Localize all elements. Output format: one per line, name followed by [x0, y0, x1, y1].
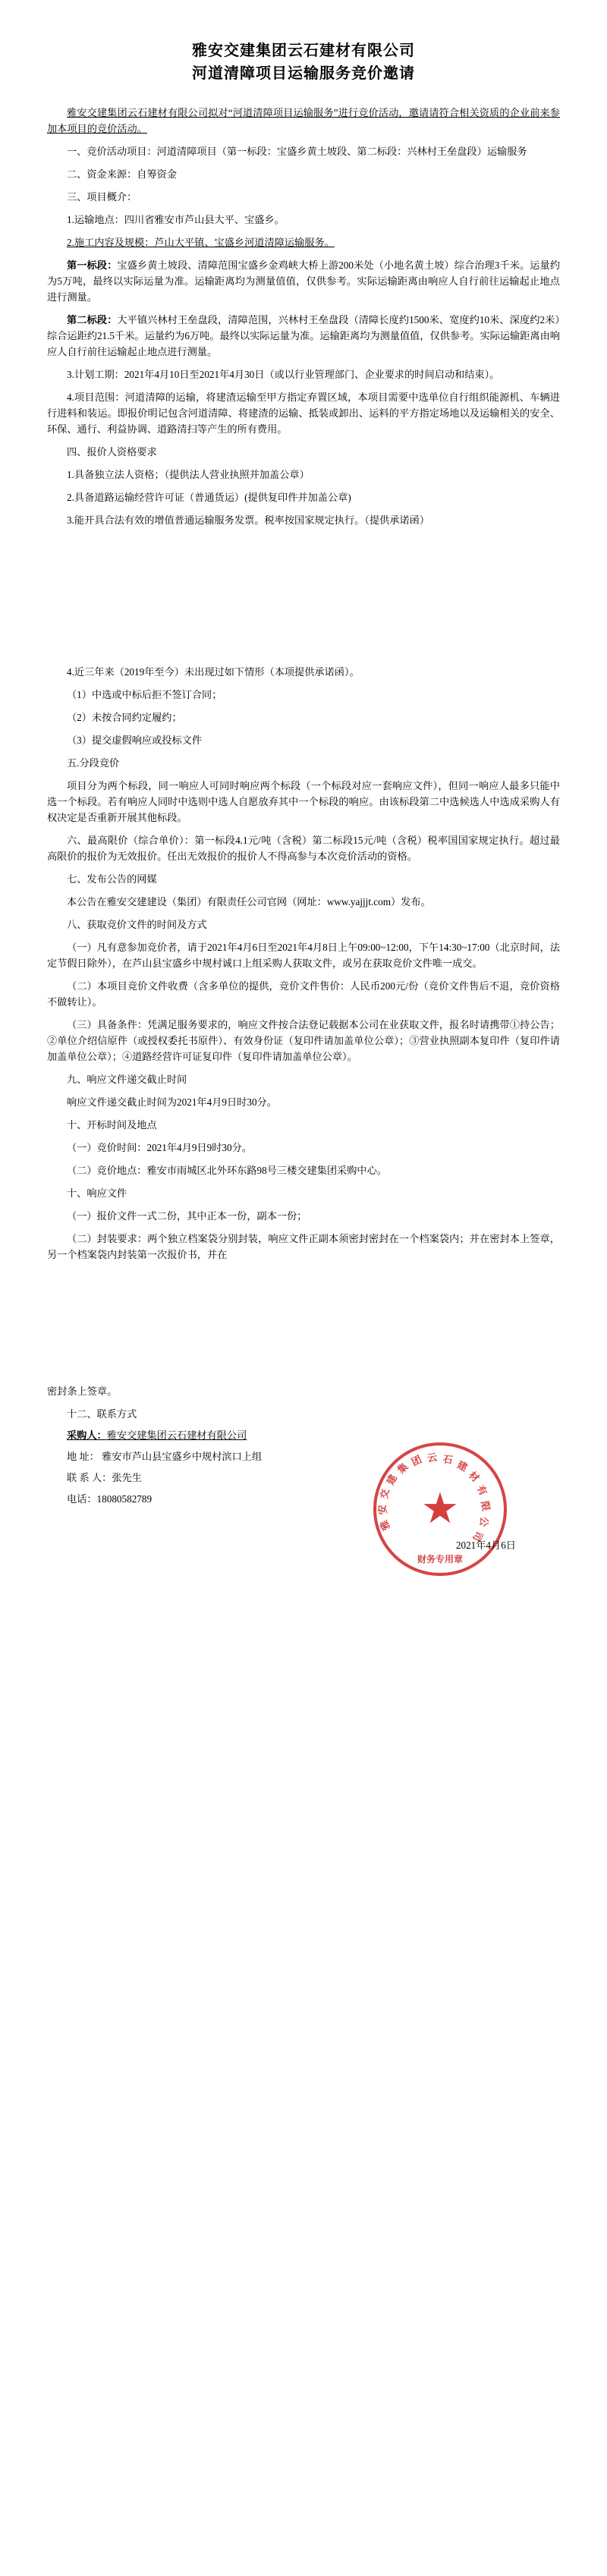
lot-1-label: 第一标段： — [67, 259, 118, 271]
contact-purchaser-label: 采购人： — [67, 1430, 107, 1441]
schedule-paragraph: 3.计划工期：2021年4月10日至2021年4月30日（或以行业管理部门、企业要求的时间启动和结束）。 — [67, 369, 500, 380]
response-doc-item-1: （一）报价文件一式二份，其中正本一份，副本一份； — [67, 1210, 307, 1222]
title-line-2: 河道清障项目运输服务竞价邀请 — [192, 65, 415, 82]
response-doc-item-3: 密封条上签章。 — [47, 1386, 118, 1397]
qualification-item-1 — [47, 467, 560, 483]
contact-section — [47, 1406, 560, 1565]
seal-bottom-text: 财务专用章 — [417, 1554, 463, 1565]
signature-date: 2021年4月6日 — [455, 1540, 516, 1551]
qualification-item-4-sub-1: （1）中选或中标后拒不签订合同； — [67, 689, 222, 700]
contact-purchaser — [47, 1427, 560, 1443]
seal-ring-text: 雅 安 交 建 集 团 云 石 建 材 有 限 公 司 — [376, 1451, 492, 1543]
lot-1-paragraph — [47, 257, 560, 305]
overview-location: 1.运输地点：四川省雅安市芦山县大平、宝盛乡。 — [67, 214, 285, 225]
star-icon: ★ — [420, 1486, 460, 1533]
intro-paragraph: 雅安交建集团云石建材有限公司拟对“河道清障项目运输服务”进行竞价活动，邀请请符合相关资质的企业前来参加本项目的竞价活动。 — [47, 107, 560, 134]
page-title — [47, 39, 560, 85]
lot-2-text: 大平镇兴林村王垒盘段，清障范围，兴林村王垒盘段（清障长度约1500米、宽度约10米、深度约2米）综合运距约21.5千米。运量约为6万吨。最终以实际运量为准。运输距离均为测量值值，仅供参考。实际运输距离由响应人自行前往运输起止地点进行测量。 — [47, 314, 560, 357]
section-price-cap: 六、最高限价（综合单价）：第一标段4.1元/吨（含税）第二标段15元/吨（含税）税率国国家规定执行。超过最高限价的报价为无效报价。任出无效报价的报价人不得高参与本次竞价活动的资格。 — [47, 835, 560, 862]
qualification-item-2: 2.具备道路运输经营许可证（普通货运）(提供复印件并加盖公章) — [67, 492, 351, 503]
opening-time: （一）竞价时间：2021年4月9日9时30分。 — [67, 1142, 252, 1153]
overview-scope: 2.施工内容及规模：芦山大平镇、宝盛乡河道清障运输服务。 — [67, 237, 335, 248]
qualification-item-3: 3.能开具合法有效的增值普通运输服务发票。税率按国家规定执行。（提供承诺函） — [67, 514, 430, 526]
opening-place: （二）竞价地点：雅安市雨城区北外环东路98号三楼交建集团采购中心。 — [67, 1165, 387, 1176]
section-opening-heading: 十、开标时间及地点 — [67, 1119, 157, 1131]
qualification-heading: 四、报价人资格要求 — [67, 446, 157, 458]
qualification-item-1-text: 1.具备独立法人资格；（提供法人营业执照并加盖公章） — [67, 469, 310, 480]
contact-person: 联 系 人：张先生 — [67, 1472, 142, 1483]
project-scope-paragraph: 4.项目范围：河道清障的运输，将建渣运输至甲方指定弃置区域，本项目需要中选单位自行组织能源机、车辆进行进料和装运。即报价明记包含河道清障、将建渣的运输、抵装或卸出、运料的平方指定场地以及运输相关的安全、环保、通行、利益协调、道路清扫等产生的所有费用。 — [47, 392, 560, 435]
document-body — [47, 105, 561, 1565]
section-staged-bidding-text: 项目分为两个标段，同一响应人可同时响应两个标段（一个标段对应一套响应文件），但同一响应人最多只能中选一个标段。若有响应人同时中选则中选人自愿放弃其中一个标段的响应。由该标段第二中选候选人中选成采购人有权决定是否重新开展其他标段。 — [47, 780, 560, 823]
contact-address: 地 址： 雅安市芦山县宝盛乡中规村滨口上组 — [67, 1451, 263, 1462]
contact-phone: 电话：18080582789 — [67, 1493, 153, 1505]
section-announcement-heading: 七、发布公告的网媒 — [67, 873, 157, 885]
title-line-1: 雅安交建集团云石建材有限公司 — [192, 42, 415, 59]
lot-2-label: 第二标段： — [67, 314, 118, 326]
section-funding-source: 二、资金来源：自筹资金 — [67, 168, 178, 180]
section-project-name: 一、竞价活动项目：河道清障项目（第一标段：宝盛乡黄土坡段、第二标段：兴林村王垒盘段）运输服务 — [67, 146, 527, 157]
qualification-item-4-sub-2: （2）未按合同约定履约； — [67, 712, 182, 723]
contact-purchaser-value: 雅安交建集团云石建材有限公司 — [106, 1430, 247, 1441]
section-response-doc-heading: 十、响应文件 — [67, 1187, 127, 1199]
section-announcement-text: 本公告在雅安交建建设（集团）有限责任公司官网（网址：www.yajjjt.com）发布。 — [67, 896, 431, 907]
response-doc-item-2: （二）封装要求：两个独立档案袋分别封装，响应文件正副本须密封密封在一个档案袋内；并在密封本上签章，另一个档案袋内封装第一次报价书，并在 — [47, 1233, 560, 1260]
qualification-item-4-sub-3: （3）提交虚假响应或投标文件 — [67, 734, 203, 746]
qualification-item-4: 4.近三年来（2019年至今）未出现过如下情形（本项提供承诺函）。 — [67, 666, 360, 678]
section-deadline-text: 响应文件递交截止时间为2021年4月9日时30分。 — [67, 1096, 277, 1108]
section-staged-bidding-heading: 五.分段竞价 — [67, 757, 120, 769]
spacer-block-2 — [47, 1269, 560, 1383]
spacer-block-1 — [47, 535, 560, 664]
section-project-overview-heading: 三、项目概介： — [67, 191, 137, 203]
section-contact-heading: 十二、联系方式 — [67, 1408, 137, 1420]
section-doc-access-heading: 八、获取竞价文件的时间及方式 — [67, 919, 207, 930]
doc-access-item-3: （三）具备条件：凭满足服务要求的，响应文件按合法登记载据本公司在业获取文件，报名时请携带①持公告；②单位介绍信原件（或授权委托书原件）、有效身份证（复印件请加盖单位公章）；③营业执照副本复印件（复印件请加盖单位公章）；④道路经营许可证复印件（复印件请加盖单位公章）。 — [47, 1019, 560, 1062]
doc-access-item-1: （一）凡有意参加竞价者，请于2021年4月6日至2021年4月8日上午09:00~12:00，下午14:30~17:00（北京时间，法定节假日除外），在芦山县宝盛乡中规村诚口上组采购人获取文件，或另在获取竞价文件唯一成交。 — [47, 942, 560, 969]
lot-1-text: 宝盛乡黄土坡段、清障范围宝盛乡金鸡峡大桥上游200米处（小地名黄土坡）综合治理3千米。运量约为5万吨，最终以实际运量为准。运输距离均为测量值值，仅供参考。实际运输距离由响应人自行前往运输起止地点进行测量。 — [47, 259, 561, 303]
section-deadline-heading: 九、响应文件递交截止时间 — [67, 1074, 187, 1085]
doc-access-item-2: （二）本项目竞价文件收费（含多单位的提供，竞价文件售价：人民币200元/份（竞价文件售后不退，竞价资格不做转让）。 — [47, 980, 560, 1008]
lot-2-paragraph — [47, 312, 560, 360]
